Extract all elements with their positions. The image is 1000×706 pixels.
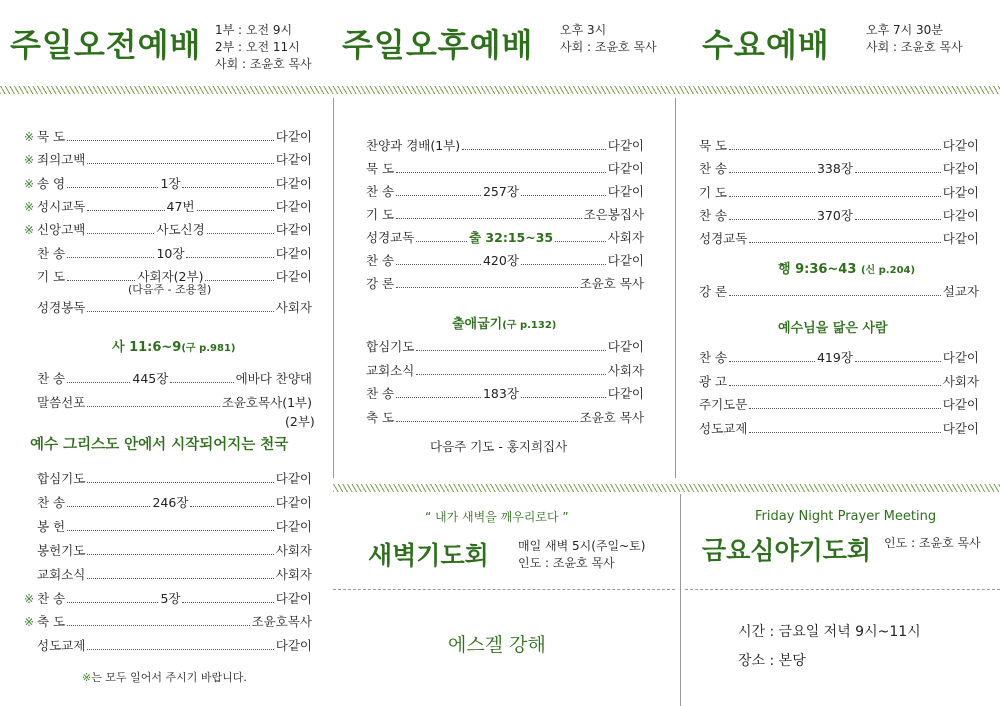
dawn-title: 새벽기도회: [368, 541, 489, 570]
wednesday-scripture: 행 9:36~43 (신 p.204): [778, 262, 916, 277]
order-detail: 출 32:15~35: [469, 230, 554, 245]
order-label: 합심기도: [366, 339, 415, 354]
order-value: 조윤호 목사: [579, 409, 644, 425]
order-label: 봉 헌: [37, 518, 66, 534]
wednesday-sermon-title: 예수님을 닮은 사람: [778, 321, 888, 336]
order-label: 찬 송: [37, 494, 66, 510]
order-row: [24, 542, 312, 560]
order-value: 다같이: [275, 198, 312, 214]
order-detail: 10장: [156, 245, 185, 261]
morning-scripture: 사 11:6~9(구 p.981): [112, 340, 236, 355]
order-row: [24, 370, 312, 388]
order-label: 찬 송: [366, 386, 395, 401]
order-row: [24, 198, 312, 216]
leader-dots: [749, 420, 940, 433]
dawn-divider: [333, 589, 675, 590]
order-label: 성도교제: [699, 420, 748, 436]
order-row: [24, 613, 312, 631]
order-label: 교회소식: [366, 362, 415, 378]
order-value: 사회자: [942, 373, 979, 389]
order-value: 다같이: [607, 184, 645, 199]
order-label: 성시교독: [37, 198, 86, 214]
order-row: [699, 184, 979, 202]
leader-dots: [87, 221, 154, 234]
order-value: 다같이: [942, 184, 979, 200]
order-label: 찬 송: [699, 207, 728, 223]
order-label: 축 도: [366, 409, 395, 425]
order-row: [24, 221, 312, 239]
friday-divider: [685, 589, 1000, 590]
order-row: [699, 160, 979, 178]
leader-dots: [87, 637, 273, 650]
leader-dots: [87, 299, 273, 312]
order-detail: 1장: [160, 175, 181, 191]
order-row: [366, 183, 644, 201]
standing-mark: ※: [24, 223, 35, 238]
morning-standing-note: ※는 모두 일어서 주시기 바랍니다.: [82, 671, 247, 684]
order-label: 찬 송: [699, 350, 728, 365]
order-row: [24, 590, 312, 608]
order-label: 찬 송: [366, 253, 395, 268]
column-divider-right: [675, 98, 676, 478]
leader-dots: [729, 184, 941, 197]
order-label: 찬 송: [366, 184, 395, 199]
order-value: 설교자: [942, 284, 979, 299]
standing-mark: ※: [24, 130, 35, 144]
leader-dots: [729, 283, 941, 296]
leader-dots: [396, 206, 581, 219]
order-row: [24, 128, 312, 146]
afternoon-sermon-title: 출애굽기(구 p.132): [452, 317, 557, 332]
order-value: 다같이: [275, 152, 312, 168]
leader-dots: [416, 229, 467, 242]
leader-dots: [396, 385, 481, 398]
order-detail: 183장: [482, 386, 519, 401]
order-value: 다같이: [942, 231, 979, 247]
leader-dots: [67, 613, 249, 626]
order-value: 다같이: [275, 245, 312, 261]
order-label: 성경봉독: [37, 300, 86, 315]
order-label: 찬 송: [37, 371, 66, 386]
order-detail: 420장: [482, 253, 519, 268]
order-label: 말씀선포: [37, 395, 86, 410]
order-row: [24, 518, 312, 536]
leader-dots: [67, 245, 154, 258]
friday-time: 시간 : 금요일 저녁 9시~11시: [738, 624, 921, 640]
order-label: 묵 도: [366, 161, 395, 176]
order-value: 다같이: [942, 397, 979, 412]
order-label: 신앙고백: [37, 222, 86, 238]
order-value: 다같이: [607, 339, 644, 354]
leader-dots: [855, 160, 941, 173]
order-value: 다같이: [275, 175, 313, 191]
order-row: [24, 299, 312, 317]
morning-sermon-2nd: (2부): [285, 414, 315, 429]
order-row: [366, 137, 644, 155]
order-value: 사회자: [607, 362, 644, 378]
order-row: [699, 207, 979, 225]
order-detail: 419장: [816, 350, 853, 365]
friday-leader: 인도 : 조윤호 목사: [884, 536, 981, 550]
dawn-quote: “ 내가 새벽을 깨우리로다 ”: [425, 510, 569, 524]
standing-mark: ※: [24, 153, 35, 168]
order-label: 교회소식: [37, 566, 86, 582]
order-label: 송 영: [37, 175, 66, 191]
order-row: [699, 230, 979, 248]
order-row: [366, 385, 644, 403]
order-value: 조은봉집사: [583, 207, 644, 222]
leader-dots: [87, 394, 220, 407]
order-value: 다같이: [942, 138, 979, 153]
order-value: 사회자: [275, 542, 312, 558]
leader-dots: [67, 590, 158, 603]
order-row: [366, 362, 644, 380]
standing-mark: ※: [24, 199, 35, 214]
order-row: [366, 229, 644, 247]
order-row: [366, 160, 644, 178]
leader-dots: [521, 183, 606, 196]
order-row: [366, 206, 644, 224]
leader-dots: [396, 275, 578, 288]
order-row: [366, 252, 644, 270]
order-row: [366, 275, 644, 293]
order-label: 묵 도: [699, 138, 728, 153]
leader-dots: [197, 198, 274, 211]
leader-dots: [729, 349, 815, 362]
order-detail: 246장: [152, 494, 189, 510]
order-label: 기 도: [366, 207, 395, 222]
order-value: 다같이: [275, 268, 312, 284]
order-value: 조윤호목사(1부): [221, 395, 312, 410]
order-label: 강 론: [366, 276, 395, 291]
order-value: 조윤호 목사: [579, 276, 644, 291]
order-value: 다같이: [607, 253, 645, 268]
leader-dots: [396, 160, 606, 173]
leader-dots: [396, 183, 481, 196]
morning-service-title: 주일오전예배: [10, 26, 202, 64]
order-value: 다같이: [942, 161, 980, 177]
order-value: 에바다 찬양대: [235, 371, 312, 386]
order-row: [366, 409, 644, 427]
bottom-divider: [333, 484, 1000, 492]
order-detail: 257장: [482, 184, 519, 199]
order-row: [24, 394, 312, 412]
order-row: [24, 566, 312, 584]
leader-dots: [729, 207, 815, 220]
leader-dots: [182, 590, 273, 603]
leader-dots: [190, 494, 273, 507]
leader-dots: [67, 370, 130, 383]
afternoon-next-prayer: 다음주 기도 - 홍지희집사: [430, 439, 568, 454]
order-row: [699, 420, 979, 438]
standing-mark: ※: [24, 591, 35, 606]
order-value: 다같이: [607, 161, 644, 176]
morning-sermon-title: 예수 그리스도 안에서 시작되어지는 천국: [30, 437, 289, 453]
order-value: 다같이: [942, 207, 980, 223]
order-detail: 47번: [166, 198, 195, 214]
order-row: [24, 151, 312, 169]
order-value: 다같이: [942, 420, 979, 436]
order-value: 다같이: [275, 638, 312, 654]
order-label: 묵 도: [37, 129, 66, 144]
friday-place: 장소 : 본당: [738, 653, 806, 669]
order-value: 다같이: [275, 471, 312, 486]
leader-dots: [555, 229, 606, 242]
leader-dots: [87, 470, 273, 483]
leader-dots: [416, 362, 605, 375]
morning-service-info: 1부 : 오전 9시 2부 : 오전 11시 사회 : 조윤호 목사: [215, 23, 312, 71]
leader-dots: [729, 160, 815, 173]
order-value: 다같이: [275, 129, 312, 144]
leader-dots: [396, 409, 578, 422]
order-detail: 445장: [132, 371, 169, 386]
leader-dots: [729, 373, 941, 386]
column-divider-left: [333, 98, 334, 478]
order-detail: 사회자(2부): [137, 268, 204, 284]
leader-dots: [462, 137, 606, 150]
leader-dots: [205, 268, 273, 281]
leader-dots: [87, 542, 273, 555]
order-value: 다같이: [607, 138, 644, 153]
friday-title: 금요심야기도회: [702, 536, 872, 565]
leader-dots: [87, 566, 273, 579]
order-detail: 338장: [816, 161, 853, 177]
morning-next-prayer: (다음주 - 조용철): [128, 283, 212, 296]
leader-dots: [855, 207, 941, 220]
order-label: 찬 송: [37, 590, 66, 606]
order-value: 사회자: [275, 566, 312, 582]
order-label: 광 고: [699, 373, 728, 389]
friday-subtitle: Friday Night Prayer Meeting: [755, 509, 937, 524]
order-value: 다같이: [275, 518, 312, 534]
order-row: [24, 470, 312, 488]
order-row: [366, 338, 644, 356]
leader-dots: [186, 245, 273, 258]
order-label: 축 도: [37, 614, 66, 630]
order-row: [699, 137, 979, 155]
order-row: [24, 175, 312, 193]
order-value: 사회자: [607, 230, 645, 245]
order-label: 성경교독: [366, 230, 415, 245]
order-detail: 370장: [816, 207, 853, 223]
leader-dots: [207, 221, 274, 234]
order-row: [699, 373, 979, 391]
leader-dots: [67, 494, 150, 507]
leader-dots: [67, 175, 158, 188]
order-value: 다같이: [607, 386, 645, 401]
order-value: 다같이: [275, 590, 313, 606]
leader-dots: [729, 137, 941, 150]
leader-dots: [87, 151, 273, 164]
dawn-info: 매일 새벽 5시(주일~토) 인도 : 조윤호 목사: [518, 539, 646, 570]
order-label: 성도교제: [37, 638, 86, 654]
order-label: 강 론: [699, 284, 728, 299]
order-label: 찬양과 경배(1부): [366, 138, 461, 153]
wednesday-service-info: 오후 7시 30분 사회 : 조윤호 목사: [866, 23, 963, 54]
leader-dots: [67, 128, 274, 141]
order-value: 사회자: [275, 300, 312, 315]
leader-dots: [182, 175, 273, 188]
order-label: 기 도: [37, 268, 66, 284]
wednesday-service-title: 수요예배: [702, 26, 830, 64]
order-row: [699, 349, 979, 367]
order-value: 다같이: [275, 222, 313, 238]
order-label: 죄의고백: [37, 152, 86, 168]
order-detail: 5장: [160, 590, 181, 606]
standing-mark: ※: [24, 615, 35, 630]
order-value: 다같이: [275, 494, 313, 510]
dawn-topic: 에스겔 강해: [448, 634, 546, 656]
leader-dots: [87, 198, 164, 211]
leader-dots: [67, 268, 135, 281]
order-row: [699, 396, 979, 414]
order-label: 기 도: [699, 184, 728, 200]
order-label: 성경교독: [699, 231, 748, 247]
order-row: [24, 494, 312, 512]
order-value: 조윤호목사: [251, 614, 312, 630]
order-label: 찬 송: [37, 245, 66, 261]
order-row: [24, 245, 312, 263]
order-detail: 사도신경: [156, 222, 205, 238]
order-label: 합심기도: [37, 471, 86, 486]
order-label: 주기도문: [699, 397, 748, 412]
order-row: [699, 283, 979, 301]
leader-dots: [67, 518, 274, 531]
standing-mark: ※: [24, 176, 35, 191]
bottom-column-divider: [680, 494, 681, 706]
leader-dots: [416, 338, 605, 351]
order-row: [24, 637, 312, 655]
header-divider: [0, 86, 1000, 94]
order-value: 다같이: [942, 350, 980, 365]
order-label: 찬 송: [699, 161, 728, 177]
leader-dots: [396, 252, 481, 265]
leader-dots: [521, 385, 606, 398]
order-label: 봉헌기도: [37, 542, 86, 558]
afternoon-service-info: 오후 3시 사회 : 조윤호 목사: [560, 23, 657, 54]
leader-dots: [855, 349, 941, 362]
leader-dots: [170, 370, 233, 383]
leader-dots: [521, 252, 606, 265]
leader-dots: [749, 396, 940, 409]
afternoon-service-title: 주일오후예배: [342, 26, 534, 64]
leader-dots: [749, 230, 940, 243]
